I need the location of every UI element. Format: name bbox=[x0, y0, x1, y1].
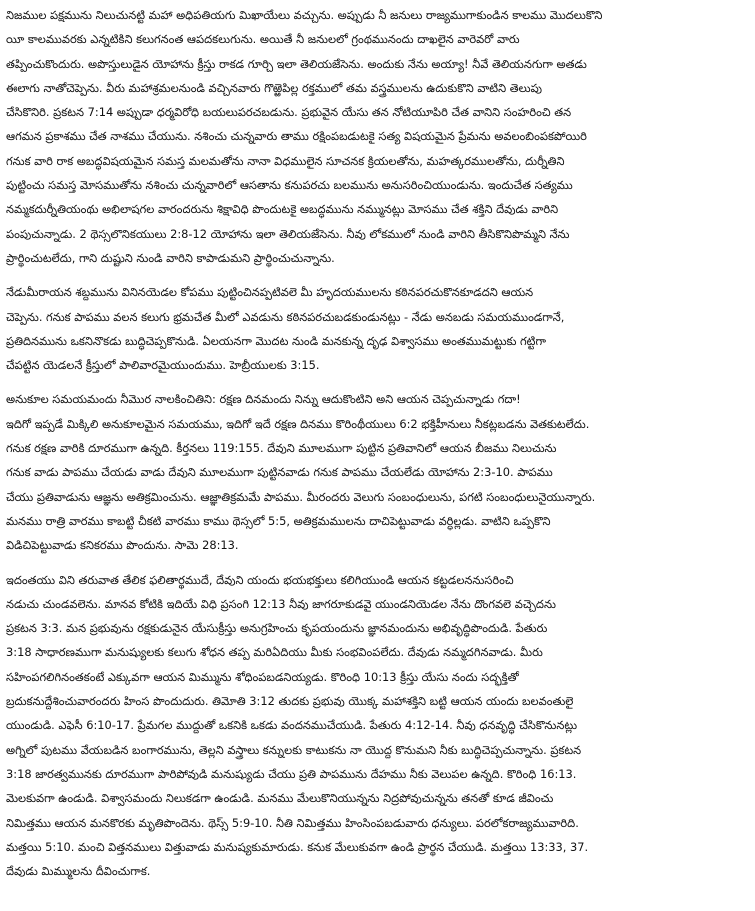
text-line: నిజముల పక్షమును నిలుచునట్టి మహా అధిపతియగు మిఖాయేలు వచ్చును. అప్పుడు నీ జనులు రాజ్యముగాకుండిన కాలము మొదలుకొని bbox=[6, 8, 603, 22]
text-line: ఇదిగో ఇప్పడే మిక్కిలి అనుకూలమైన సమయము, ఇదిగో ఇదే రక్షణ దినము కొరింథీయులు 6:2 భక్తిహీనులు నీకట్లబడను వెతకుటలేదు. bbox=[6, 416, 590, 431]
text-line: దేవుడు మిమ్ములను దీవించుగాక. bbox=[6, 864, 151, 879]
text-line: ప్రకటన 3:3. మన ప్రభువును రక్షకుడునైన యేసుక్రీస్తు అనుగ్రహించు కృపయందును జ్ఞానమందును అభివృద్ధిపొందుడి. పేతురు bbox=[6, 621, 548, 636]
text-line: అనుకూల సమయమందు నీమొర నాలకించితిని: రక్షణ దినమందు నిన్ను ఆదుకొంటిని అని ఆయన చెప్పచున్నాడు గదా! bbox=[6, 392, 521, 407]
text-line: ఈలాగు నాతోచెప్పెను. వీరు మహాశ్రమలనుండి వచ్చినవారు గొఱ్ఱెపిల్ల రక్తములో తమ వస్త్రములను ఉదుకుకొని వాటిని తెలుపు bbox=[6, 80, 542, 95]
text-line: యుండుడి. ఎఫెసీ 6:10-17. ప్రేమగల ముద్దుతో ఒకనికి ఒకడు వందనముచేయుడి. పేతురు 4:12-14. నీవు ధనవృద్ధి చేసికొనునట్లు bbox=[6, 718, 578, 733]
text-line: 3:18 జారత్వమునకు దూరముగా పారిపోవుడి మనుష్యుడు చేయు ప్రతి పాపమును దేహము నీకు వెలుపల ఉన్నది. కొరింధి 16:13. bbox=[6, 766, 577, 781]
text-line: చేసికొనిరి. ప్రకటన 7:14 అప్పుడా ధర్మవిరోధి బయలుపరచబడును. ప్రభువైన యేసు తన నోటియూపిరి చేత వానిని సంహరించి తన bbox=[6, 105, 572, 120]
text-line: ఆగమన ప్రకాశము చేత నాశము చేయును. నశించు చున్నవారు తాము రక్షింపబడుటకై సత్య విషయమైన ప్రేమను అవలంబింపకపోయిరి bbox=[6, 129, 587, 144]
text-line: చేయు ప్రతివాడును ఆజ్ఞను అతిక్రమించును. ఆజ్ఞాతిక్రమమే పాపము. మీరందరు వెలుగు సంబంధులును, పగటి సంబంధులునైయున్నారు. bbox=[6, 489, 596, 504]
text-line: చెప్పెను. గనుక పాపము వలన కలుగు భ్రమచేత మీలో ఎవడును కఠినపరచుబడకుండునట్లు - నేడు అనబడు సమయముండగానే, bbox=[6, 309, 565, 324]
paragraph-3 bbox=[6, 387, 749, 557]
text-line: మనము రాత్రి వారము కాబట్టి చీకటి వారము కాము థెస్సలో 5:5, అతిక్రమములను దాచిపెట్టువాడు వర్ధిల్లడు. వాటిని ఒప్పకొని bbox=[6, 513, 551, 528]
text-line: నిమిత్తము ఆయన మనకొరకు మృతిపొందెను. థెస్స్ 5:9-10. నీతి నిమిత్తము హింసింపబడువారు ధన్యులు. పరలోకరాజ్యమువారిది. bbox=[6, 815, 579, 830]
text-line: గనుక వాడు పాపము చేయడు వాడు దేవుని మూలముగా పుట్టినవాడు గనుక పాపము చేయలేడు యోహాను 2:3-10. పాపము bbox=[6, 465, 553, 480]
text-line: అగ్నిలో పుటము వేయబడిన బంగారమును, తెల్లని వస్త్రాలు కన్నులకు కాటుకను నా యొద్ద కొనుమని నీకు బుద్ధిచెప్పచున్నాను. ప్రకటన bbox=[6, 742, 582, 757]
text-line: 3:18 సాధారణముగా మనుష్యులకు కలుగు శోధన తప్ప మరిఏదియు మీకు సంభవింపలేదు. దేవుడు నమ్మదగినవాడు. మీరు bbox=[6, 645, 543, 660]
text-line: పుట్టించు సమస్త మోసముతోను నశించు చున్నవారిలో ఆసతాను కనుపరచు బలమును అనుసరించియుండును. ఇందుచేత సత్యము bbox=[6, 178, 573, 193]
text-line: చేపట్టిన యెడలనే క్రీస్తులో పాలివారమైయుందుము. హెబ్రీయులకు 3:15. bbox=[6, 358, 320, 373]
paragraph-2 bbox=[6, 280, 749, 377]
text-line: తప్పించుకొందురు. అపొస్తులుడైన యోహాను క్రీస్తు రాకడ గూర్చి ఇలా తెలియజేసెను. అందుకు నేను అయ్యా! నీవే తెలియనగుగా అతడు bbox=[6, 56, 587, 71]
text-line: ప్రార్థించుటలేదు, గాని దుష్టుని నుండి వారిని కాపాడుమని ప్రార్థించుచున్నాను. bbox=[6, 250, 335, 265]
text-line: ఇదంతయు విని తరువాత తేలిక ఫలితార్థముదే, దేవుని యందు భయభక్తులు కలిగియుండి ఆయన కట్టడలననుసరించి bbox=[6, 572, 514, 587]
text-line: యీ కాలమువరకు ఎన్నటికిని కలుగనంత ఆపదకలుగును. అయితే నీ జనులలో గ్రంథమునందు దాఖలైన వారెవరో వారు bbox=[6, 32, 520, 47]
paragraph-1 bbox=[6, 3, 749, 270]
paragraph-4 bbox=[6, 568, 749, 884]
text-line: మత్తయి 5:10. మంచి విత్తనములు విత్తువాడు మనుష్యకుమారుడు. కనుక మేలుకువగా ఉండి ప్రార్థన చేయుడి. మత్తయి 13:33, 37. bbox=[6, 839, 589, 854]
text-line: మెలకువగా ఉండుడి. విశ్వాసమందు నిలుకడగా ఉండుడి. మనము మేలుకొనియున్నను నిద్రపోవుచున్నను తనతో కూడ జీవించు bbox=[6, 791, 554, 806]
text-line: నేడుమీరాయన శబ్దమును వినినయెడల కోపము పుట్టించినప్పటివలె మీ హృదయములను కఠినపరచుకొనకూడదని ఆయన bbox=[6, 285, 534, 300]
text-line: గనుక రక్షణ వారికి దూరముగా ఉన్నది. కీర్తనలు 119:155. దేవుని మూలముగా పుట్టిన ప్రతివానిలో ఆయన బీజము నిలుచును bbox=[6, 441, 557, 456]
text-line: ప్రతిదినమును ఒకనినొకడు బుద్ధిచెప్పకొనుడి. ఏలయనగా మొదట నుండి మనకున్న దృఢ విశ్వాసము అంతముమట్టుకు గట్టిగా bbox=[6, 333, 546, 348]
text-line: బ్రదుకనుద్దేశించువారందరు హింస పొందుదురు. తిమోతి 3:12 తుదకు ప్రభువు యొక్క మహాశక్తిని బట్టి ఆయన యందు బలవంతులై bbox=[6, 694, 574, 709]
text-line: పంపుచున్నాడు. 2 థెస్సలొనికయులు 2:8-12 యోహాను ఇలా తెలియజేసెను. నీవు లోకములో నుండి వారిని తీసికొనిపొమ్మని నేను bbox=[6, 226, 570, 241]
text-line: నడుచు చుండవలెను. మానవ కోటికి ఇదియే విధి ప్రసంగి 12:13 నీవు జాగరూకుడవై యుండనియెడల నేను దొంగవలె వచ్చెదను bbox=[6, 596, 556, 611]
text-line: నమ్మకదుర్నీతియంథు అభిలాషగల వారందరును శిక్షావిధి పొందుటకై అబద్ధమును నమ్మునట్లు మోసము చేత శక్తిని దేవుడు వారిని bbox=[6, 202, 559, 217]
text-line: గనుక వారి రాక అబద్ధవిషయమైన సమస్త మలమతోను నానా విధములైన సూచనక క్రియలతోను, మహత్కరములతోను, దుర్నీతిని bbox=[6, 153, 565, 168]
text-line: విడిచిపెట్టువాడు కనికరము పొందును. సామె 28:13. bbox=[6, 538, 239, 553]
text-line: సహింపగలిగినంతకంటే ఎక్కువగా ఆయన మిమ్మును శోధింపబడనియ్యడు. కొరింధి 10:13 క్రీస్తు యేసు నందు సద్భక్తితో bbox=[6, 669, 519, 684]
